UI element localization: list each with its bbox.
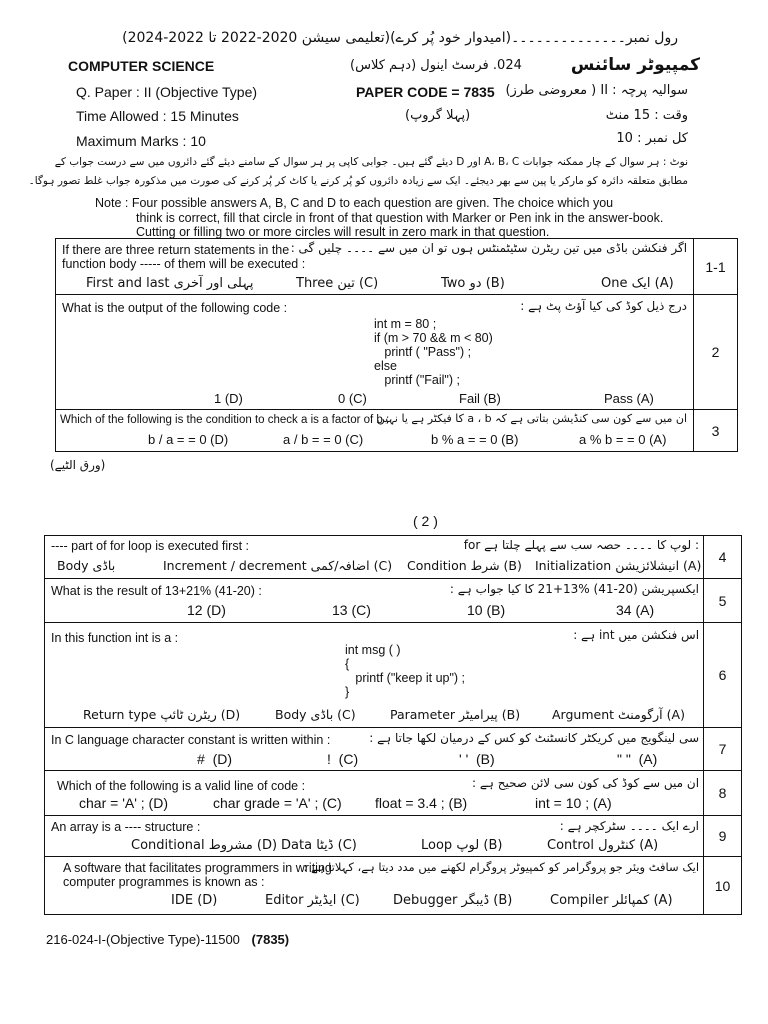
option-b[interactable]: Condition شرط (B)	[407, 558, 522, 573]
option-b[interactable]: Two دو (B)	[441, 276, 505, 291]
question-row	[56, 295, 738, 410]
option-a[interactable]: Control کنٹرول (A)	[547, 838, 659, 853]
option-d[interactable]: First and last پہلی اور آخری	[86, 276, 254, 291]
question-row	[45, 728, 742, 771]
note-urdu-line-2: مطابق متعلقہ دائرہ کو مارکر یا پین سے بھر دیجئے۔ ایک سے زیادہ دائروں کو پُر کرنے یا کاٹ کر پُر کرنے کی صورت میں مذکورہ جواب غلط تصور ہوگا۔	[28, 175, 688, 187]
question-row	[56, 239, 738, 295]
maximum-marks-urdu: کل نمبر : 10	[616, 131, 688, 146]
option-a[interactable]: 34 (A)	[616, 602, 655, 618]
question-text-english-cont: computer programmes is known as :	[63, 875, 265, 889]
option-d[interactable]: 1 (D)	[214, 391, 243, 406]
question-text-urdu: ان میں سے کون سی کنڈیشن بتاتی ہے کہ a ، b کا فیکٹر ہے یا نہیں :	[369, 412, 688, 425]
code-line: printf ( "Pass") ;	[374, 345, 472, 359]
question-number: 2	[694, 295, 738, 410]
footer-code-bold: (7835)	[251, 932, 290, 947]
code-line: if (m > 70 && m < 80)	[374, 331, 493, 345]
option-d[interactable]: # (D)	[197, 751, 232, 767]
paper-type-english: Q. Paper : II (Objective Type)	[76, 84, 258, 100]
question-number: 9	[704, 816, 742, 857]
option-a[interactable]: One ایک (A)	[601, 276, 674, 291]
option-b[interactable]: 10 (B)	[467, 602, 506, 618]
question-number: 5	[704, 579, 742, 623]
question-text-urdu: for لوپ کا ۔۔۔۔ حصہ سب سے پہلے چلتا ہے :	[463, 538, 700, 552]
code-line: {	[345, 657, 350, 671]
question-number: 7	[704, 728, 742, 771]
subject-english: COMPUTER SCIENCE	[68, 58, 215, 74]
question-text-english: What is the output of the following code :	[62, 301, 288, 315]
question-text-urdu: ایکسپریشن (20-41) %13+21 کا کیا جواب ہے :	[449, 582, 700, 596]
question-row	[45, 536, 742, 579]
option-c[interactable]: char grade = 'A' ; (C)	[213, 795, 342, 811]
option-c[interactable]: a / b = = 0 (C)	[283, 432, 364, 447]
page-number: ( 2 )	[413, 513, 438, 529]
option-b[interactable]: Parameter پیرامیٹر (B)	[390, 707, 521, 722]
option-d[interactable]: Return type ریٹرن ٹائپ (D)	[83, 707, 241, 722]
note-english-line-2: think is correct, fill that circle in front of that question with Marker or Pen ink in the answer-book.	[136, 211, 664, 225]
option-c[interactable]: Data ڈیٹا (C)	[281, 838, 357, 853]
question-text-english: Which of the following is the condition to check a is a factor of b :	[60, 414, 390, 426]
time-allowed-urdu: وقت : 15 منٹ	[605, 108, 688, 123]
note-english-line-3: Cutting or filling two or more circles will result in zero mark in that question.	[136, 225, 550, 239]
question-text-english: If there are three return statements in the	[62, 243, 290, 257]
option-a[interactable]: Compiler کمپائلر (A)	[550, 893, 673, 908]
code-line: int m = 80 ;	[374, 317, 437, 331]
question-text-english: What is the result of 13+21% (41-20) :	[51, 584, 262, 598]
option-d[interactable]: Conditional مشروط (D)	[131, 838, 278, 853]
questions-table-page-1	[55, 238, 738, 452]
code-line: int msg ( )	[345, 643, 401, 657]
question-text-urdu: ایک سافٹ ویئر جو پروگرامر کو کمپیوٹر پروگرام لکھنے میں مدد دیتا ہے، کہلاتا ہے :	[303, 860, 700, 874]
question-text-urdu: سی لینگویج میں کریکٹر کانسٹنٹ کو کس کے درمیان لکھا جاتا ہے :	[369, 731, 700, 745]
subject-urdu: کمپیوٹر سائنس	[570, 55, 700, 75]
option-b[interactable]: Fail (B)	[459, 391, 501, 406]
option-c[interactable]: Increment / decrement اضافہ/کمی (C)	[163, 558, 393, 573]
question-text-english: Which of the following is a valid line of code :	[57, 779, 306, 793]
question-text-urdu: اس فنکشن میں int ہے :	[573, 628, 700, 642]
option-b[interactable]: Debugger ڈیبگر (B)	[393, 893, 513, 908]
code-line: printf ("keep it up") ;	[345, 671, 466, 685]
class-urdu: 024. فرسٹ اینول (دہم کلاس)	[350, 58, 522, 73]
question-text-english: In this function int is a :	[51, 631, 179, 645]
paper-code: PAPER CODE = 7835	[356, 84, 495, 100]
option-a[interactable]: Argument آرگومنٹ (A)	[552, 707, 685, 722]
option-d[interactable]: b / a = = 0 (D)	[148, 432, 229, 447]
question-row	[45, 771, 742, 816]
option-a[interactable]: Pass (A)	[604, 391, 654, 406]
question-row	[45, 816, 742, 857]
question-text-english: In C language character constant is written within :	[51, 733, 331, 747]
option-c[interactable]: Editor ایڈیٹر (C)	[265, 893, 360, 908]
option-c[interactable]: Three تین (C)	[296, 276, 379, 291]
question-text-english: An array is a ---- structure :	[51, 820, 201, 834]
option-a[interactable]: a % b = = 0 (A)	[579, 432, 667, 447]
time-allowed-english: Time Allowed : 15 Minutes	[76, 108, 239, 124]
question-number: 4	[704, 536, 742, 579]
option-d[interactable]: 12 (D)	[187, 602, 226, 618]
question-text-urdu: ان میں سے کوڈ کی کون سی لائن صحیح ہے :	[471, 776, 700, 790]
question-number: 10	[704, 857, 742, 915]
option-c[interactable]: Body باڈی (C)	[275, 707, 356, 722]
question-number: 8	[704, 771, 742, 816]
question-text-urdu: ارے ایک ۔۔۔۔ سٹرکچر ہے :	[559, 819, 700, 833]
option-b[interactable]: Loop لوپ (B)	[421, 838, 503, 853]
option-b[interactable]: ' ' (B)	[459, 751, 495, 767]
question-text-english: ---- part of for loop is executed first :	[51, 539, 249, 553]
option-a[interactable]: int = 10 ; (A)	[535, 795, 612, 811]
roll-number-line: رول نمبر۔۔۔۔۔۔۔۔۔۔۔۔۔۔(امیدوار خود پُر کرے)(تعلیمی سیشن 2020-2022 تا 2022-2024)	[122, 30, 678, 46]
option-a[interactable]: " " (A)	[617, 751, 658, 767]
option-a[interactable]: Initialization انیشلائزیشن (A)	[535, 558, 702, 573]
maximum-marks-english: Maximum Marks : 10	[76, 133, 206, 149]
question-row	[45, 579, 742, 623]
code-line: }	[345, 685, 350, 699]
paper-type-urdu: سوالیہ پرچہ : II ( معروضی طرز)	[505, 83, 688, 98]
question-text-english: A software that facilitates programmers in writing	[63, 861, 332, 875]
group-urdu: (پہلا گروپ)	[405, 108, 471, 123]
option-b[interactable]: b % a = = 0 (B)	[431, 432, 519, 447]
option-d[interactable]: Body باڈی	[57, 558, 116, 573]
question-text-urdu: درج ذیل کوڈ کی کیا آؤٹ پٹ ہے :	[520, 299, 688, 313]
turn-over-note: (ورق الٹیے)	[50, 458, 106, 472]
question-row	[56, 410, 738, 452]
option-b[interactable]: float = 3.4 ; (B)	[375, 795, 468, 811]
note-english-line-1: Note : Four possible answers A, B, C and D to each question are given. The choice which you	[95, 196, 614, 210]
question-number: 6	[704, 623, 742, 728]
question-row	[45, 623, 742, 728]
code-line: else	[374, 359, 397, 373]
option-d[interactable]: IDE (D)	[171, 893, 218, 908]
question-row	[45, 857, 742, 915]
question-text-urdu: اگر فنکشن باڈی میں تین ریٹرن سٹیٹمنٹس ہوں تو ان میں سے ۔۔۔۔ چلیں گی :	[290, 241, 688, 255]
code-line: printf ("Fail") ;	[374, 373, 460, 387]
note-urdu-line-1: نوٹ : ہر سوال کے چار ممکنہ جوابات A، B، C اور D دیئے گئے ہیں۔ جوابی کاپی پر ہر سوال کے سامنے دیئے گئے دائروں میں سے درست جواب کے	[54, 156, 688, 168]
question-number: 3	[694, 410, 738, 452]
footer-code	[46, 932, 289, 947]
option-c[interactable]: 13 (C)	[332, 602, 371, 618]
question-number: 1-1	[694, 239, 738, 295]
option-c[interactable]: 0 (C)	[338, 391, 367, 406]
option-d[interactable]: char = 'A' ; (D)	[79, 795, 168, 811]
option-c[interactable]: ! (C)	[327, 751, 359, 767]
questions-table-page-2	[44, 535, 742, 915]
footer-code-line: 216-024-I-(Objective Type)-11500	[46, 932, 240, 947]
question-text-english-cont: function body ----- of them will be executed :	[62, 257, 306, 271]
